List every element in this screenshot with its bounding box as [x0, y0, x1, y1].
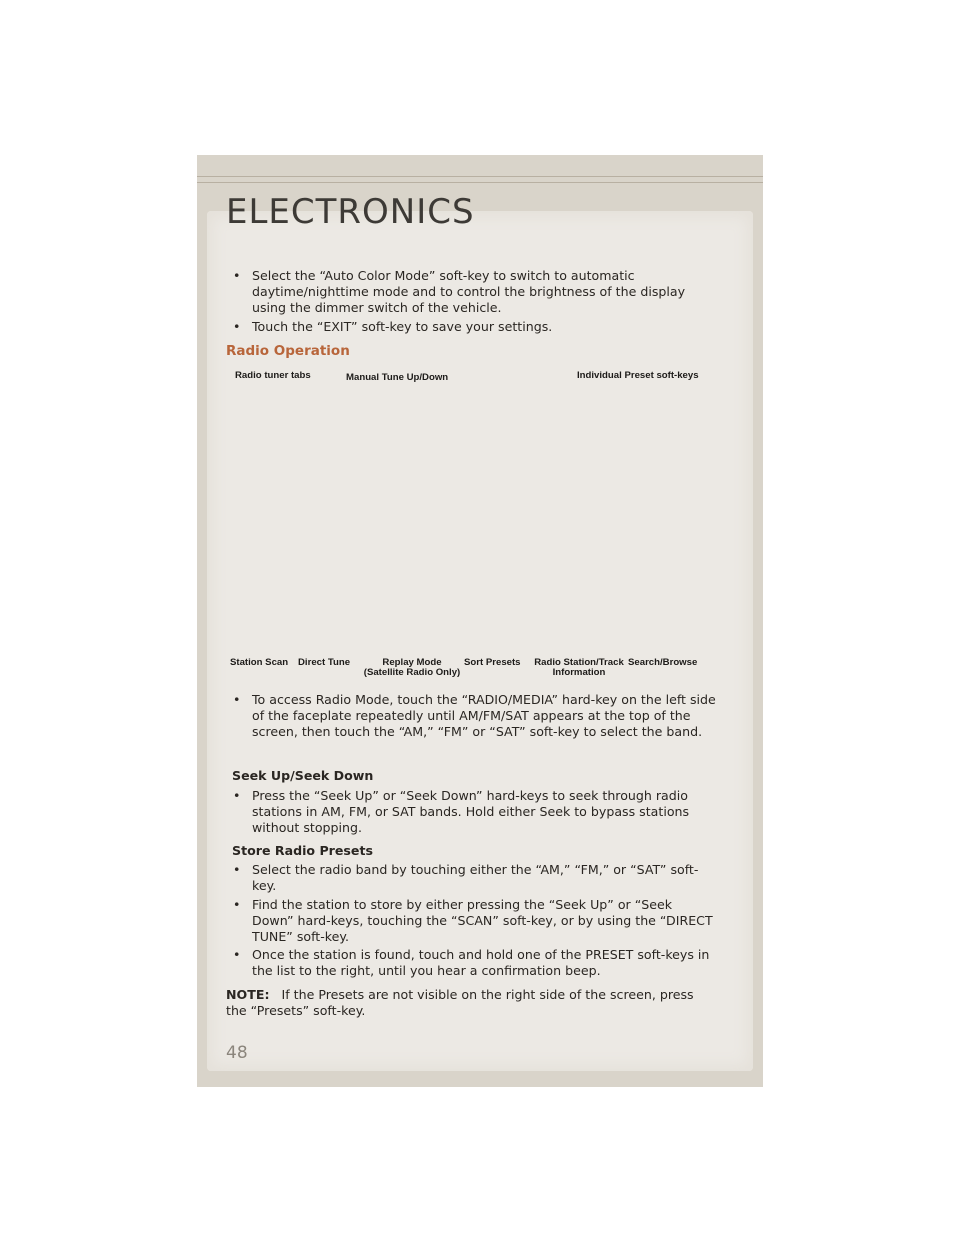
- label-radio-station-line1: Radio Station/Track: [534, 657, 624, 668]
- bullet-text: Select the radio band by touching either the “AM,” “FM,” or “SAT” soft-key.: [252, 862, 699, 893]
- bullet-text: To access Radio Mode, touch the “RADIO/MEDIA” hard-key on the left side of the faceplate repeatedly until AM/FM/SAT appears at the top of the screen, then touch the “AM,” “FM” or “SAT” soft-key to select the band.: [252, 692, 716, 739]
- note-text: If the Presets are not visible on the right side of the screen, press the “Presets” soft-key.: [226, 987, 694, 1018]
- label-manual-tune: Manual Tune Up/Down: [346, 372, 449, 383]
- label-individual-preset: Individual Preset soft-keys: [577, 370, 699, 381]
- bullet-dot: •: [233, 268, 241, 283]
- header-rule-bottom: [197, 182, 763, 183]
- bullet-dot: •: [233, 897, 241, 912]
- bullet-dot: •: [233, 692, 241, 707]
- note: [226, 987, 716, 1019]
- label-search-browse: Search/Browse: [628, 657, 698, 668]
- bullet-dot: •: [233, 788, 241, 803]
- label-station-scan: Station Scan: [230, 657, 289, 668]
- seek-heading: Seek Up/Seek Down: [232, 768, 374, 783]
- label-sort-presets: Sort Presets: [464, 657, 521, 668]
- bullet-dot: •: [233, 319, 241, 334]
- store-presets-heading: Store Radio Presets: [232, 843, 373, 858]
- page-number: 48: [226, 1043, 248, 1063]
- label-direct-tune: Direct Tune: [298, 657, 351, 668]
- note-label: NOTE:: [226, 987, 270, 1002]
- bullet-text: Find the station to store by either pressing the “Seek Up” or “Seek Down” hard-keys, touching the “SCAN” soft-key, or by using the “DIRECT TUNE” soft-key.: [252, 897, 713, 944]
- bullet-text: Once the station is found, touch and hold one of the PRESET soft-keys in the list to the right, until you hear a confirmation beep.: [252, 947, 710, 978]
- label-radio-tuner-tabs: Radio tuner tabs: [235, 370, 311, 381]
- label-replay-mode-line2: (Satellite Radio Only): [363, 667, 461, 678]
- label-radio-station-line2: Information: [552, 667, 606, 678]
- bullet-dot: •: [233, 947, 241, 962]
- bullet-dot: •: [233, 862, 241, 877]
- radio-operation-heading: Radio Operation: [226, 343, 350, 359]
- label-replay-mode: [357, 658, 467, 678]
- label-radio-station: [531, 658, 627, 678]
- bullet-text: Touch the “EXIT” soft-key to save your settings.: [252, 319, 553, 334]
- section-title: ELECTRONICS: [226, 192, 475, 232]
- bullet-text: Select the “Auto Color Mode” soft-key to switch to automatic daytime/nighttime mode and to control the brightness of the display using the dimmer switch of the vehicle.: [252, 268, 686, 315]
- manual-page: [197, 155, 763, 1087]
- header-rule-top: [197, 176, 763, 177]
- bullet-text: Press the “Seek Up” or “Seek Down” hard-keys to seek through radio stations in AM, FM, or SAT bands. Hold either Seek to bypass stations without stopping.: [252, 788, 690, 835]
- label-replay-mode-line1: Replay Mode: [382, 657, 442, 668]
